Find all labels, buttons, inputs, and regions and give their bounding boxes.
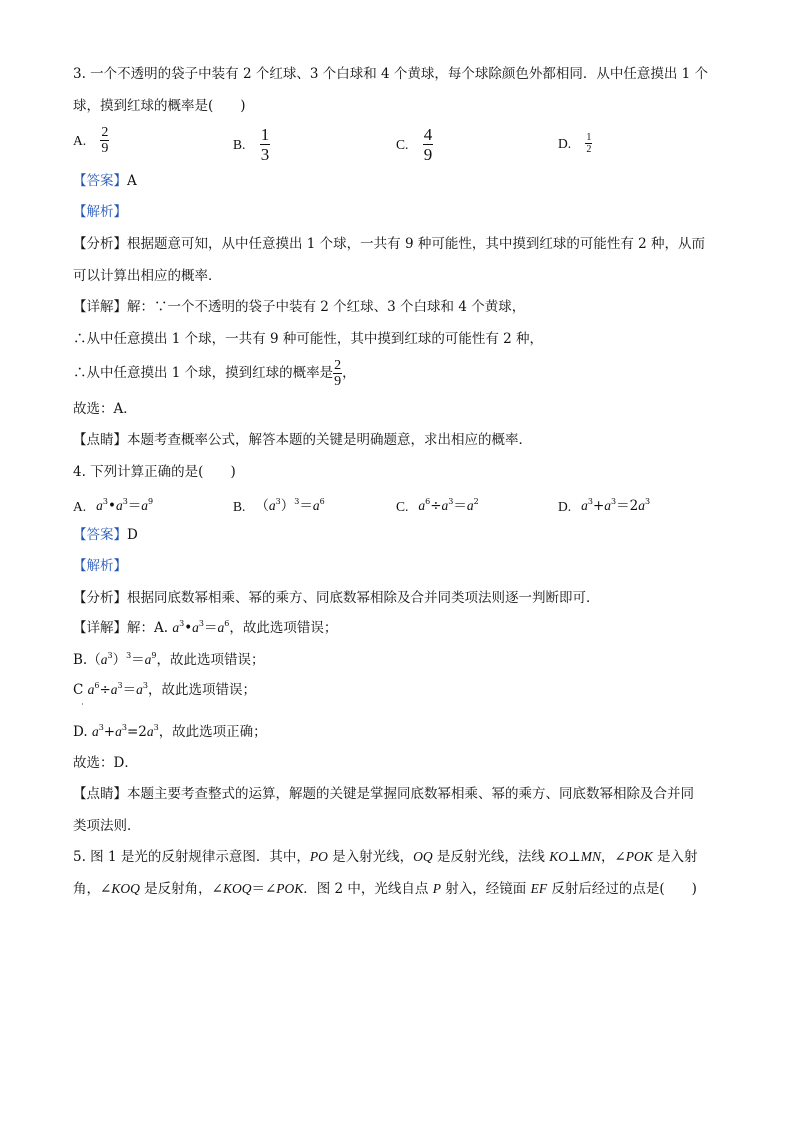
q4-line-c: C $a^6\div a^3=a^3$，故此选项错误；	[73, 681, 256, 698]
q4-choose: 故选：D．	[73, 755, 138, 771]
dianjing-tag: 【点睛】	[73, 786, 127, 802]
xiangjie-tag: 【详解】	[73, 620, 127, 636]
q4-option-c: C. $a^6\div a^3=a^2$	[396, 497, 479, 514]
fenxi-tag: 【分析】	[73, 590, 127, 606]
q3-dianjing: 【点睛】本题考查概率公式，解答本题的关键是明确题意，求出相应的概率．	[73, 432, 532, 448]
q4-xiangjie-a: 【详解】解：A. $a^3•a^3=a^6$，故此选项错误；	[73, 619, 338, 636]
fenxi-tag: 【分析】	[73, 236, 127, 252]
q3-option-b	[233, 125, 270, 164]
fraction: $\frac{4}{9}$	[423, 125, 433, 164]
fraction: $\frac{1}{3}$	[260, 125, 270, 164]
option-label: C.	[396, 136, 409, 152]
q3-xiangjie-line3: ∴从中任意摸出 1 个球，摸到红球的概率是 $\frac{2}{9}$ ，	[73, 358, 356, 389]
q4-dianjing-line2: 类项法则．	[73, 818, 141, 834]
q3-fenxi-line1: 【分析】根据题意可知，从中任意摸出 1 个球，一共有 9 种可能性，其中摸到红球的可能性有 2 种，从而	[73, 236, 706, 252]
answer-tag: 【答案】	[73, 527, 127, 543]
q3-option-a	[73, 125, 109, 156]
q3-xiangjie-line1: 【详解】解：∵一个不透明的袋子中装有 2 个红球、3 个白球和 4 个黄球，	[73, 299, 526, 315]
option-label: A.	[73, 132, 87, 148]
q3-analysis-tag: 【解析】	[73, 204, 127, 220]
q4-stem: 4. 下列计算正确的是( )	[73, 464, 236, 480]
xiangjie-tag: 【详解】	[73, 299, 127, 315]
q4-line-d: D. $a^3+a^3=2a^3$，故此选项正确；	[73, 723, 267, 740]
q3-answer: 【答案】A	[73, 173, 137, 189]
q3-option-d	[558, 132, 592, 155]
q4-line-b: $B.(a^3)^3=a^9$，故此选项错误；	[73, 651, 265, 668]
option-label: D.	[558, 135, 572, 151]
dianjing-tag: 【点睛】	[73, 432, 127, 448]
q4-dianjing-line1: 【点睛】本题主要考查整式的运算，解题的关键是掌握同底数幂相乘、幂的乘方、同底数幂相除及合并同	[73, 786, 694, 802]
q3-stem-line2: 球，摸到红球的概率是( )	[73, 98, 246, 114]
fraction: $\frac{2}{9}$	[101, 125, 109, 156]
q4-answer: 【答案】D	[73, 527, 138, 543]
q4-fenxi: 【分析】根据同底数幂相乘、幂的乘方、同底数幂相除及合并同类项法则逐一判断即可．	[73, 590, 600, 606]
fraction: $\frac{1}{2}$	[586, 132, 592, 155]
q4-analysis-tag: 【解析】	[73, 558, 127, 574]
fraction: $\frac{2}{9}$	[334, 358, 342, 389]
q3-fenxi-line2: 可以计算出相应的概率．	[73, 268, 222, 284]
q3-choose: 故选：A．	[73, 401, 137, 417]
option-label: B.	[233, 136, 246, 152]
q3-xiangjie-line2: ∴从中任意摸出 1 个球，一共有 9 种可能性，其中摸到红球的可能性有 2 种，	[73, 331, 544, 347]
q4-option-b: B. $(a^3)^3=a^6$	[233, 497, 325, 514]
q5-stem-line2: 角，∠KOQ 是反射角，∠KOQ＝∠POK．图 2 中，光线自点 P 射入，经镜面 EF 反射后经过的点是( )	[73, 881, 697, 897]
q3-option-c	[396, 125, 433, 164]
answer-tag: 【答案】	[73, 173, 127, 189]
q4-option-d: D. $a^3+a^3=2a^3$	[558, 497, 651, 514]
q3-stem-line1: 3. 一个不透明的袋子中装有 2 个红球、3 个白球和 4 个黄球，每个球除颜色外都相同．从中任意摸出 1 个	[73, 66, 709, 82]
q4-option-a: A. $a^3•a^3=a^9$	[73, 497, 154, 514]
q5-stem-line1: 5. 图 1 是光的反射规律示意图．其中，PO 是入射光线，OQ 是反射光线，法线 KO⊥MN，∠POK 是入射	[73, 849, 698, 865]
stray-mark	[82, 703, 83, 705]
